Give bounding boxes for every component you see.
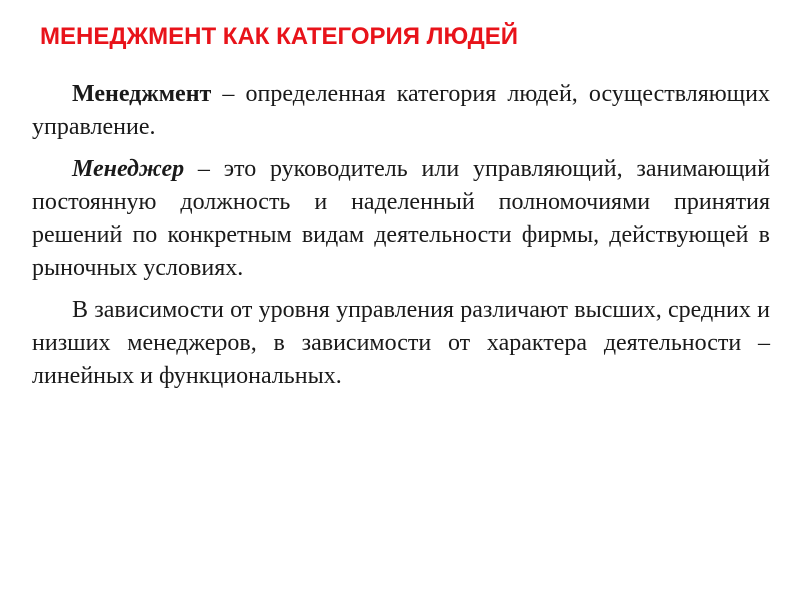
- slide-body: [32, 78, 770, 393]
- slide-title: МЕНЕДЖМЕНТ КАК КАТЕГОРИЯ ЛЮДЕЙ: [40, 23, 519, 50]
- paragraph-manager-types: В зависимости от уровня управления различают высших, средних и низших менеджеров, в зависимости от характера деятельности – линейных и функциональных.: [32, 297, 770, 389]
- definition-manager: – это руководитель или управляющий, занимающий постоянную должность и наделенный полномочиями принятия решений по конкретным видам деятельности фирмы, действующей в рыночных условиях.: [32, 156, 770, 281]
- paragraph-management-definition: [32, 78, 770, 144]
- term-manager: Менеджер: [72, 156, 185, 182]
- definition-management: – определенная категория людей, осуществляющих управление.: [32, 81, 770, 140]
- paragraph-manager-definition: [32, 153, 770, 285]
- term-management: Менеджмент: [72, 81, 212, 107]
